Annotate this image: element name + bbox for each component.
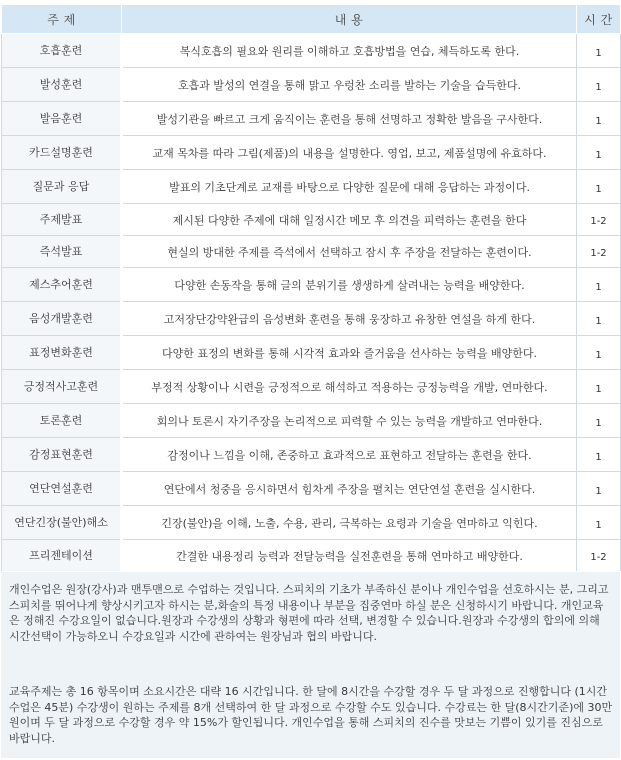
row-subject-text: 감정표현훈련	[29, 448, 93, 461]
row-content-text: 호흡과 발성의 연결을 통해 맑고 우렁찬 소리를 발하는 기술을 습득한다.	[177, 78, 522, 92]
row-subject	[2, 506, 122, 540]
row-hours	[577, 268, 621, 302]
row-subject	[2, 204, 122, 236]
row-hours-text: 1	[595, 184, 602, 195]
notes-paragraph-2: 교육주제는 총 16 항목이며 소요시간은 대략 16 시간입니다. 한 달에 8시간을 수강할 경우 두 달 과정으로 진행합니다 (1시간수업은 45분) 수강생이 원하는 주제를 8개 선택하여 한 달 과정으로 수강할 수도 있습니다. 수강료는 한 달(8시간기준)에 30만원이며 두 달 과정으로 수강할 경우 약 15%가 할인됩니다. 개인수업을 통해 스피치의 진수를 맛보는 기쁨이 있기를 진심으로 바랍니다.	[9, 685, 613, 745]
row-hours-text: 1	[595, 48, 602, 59]
row-hours	[577, 102, 621, 136]
header-subject: 주 제	[2, 5, 122, 34]
row-content-text: 고저장단강약완급의 음성변화 훈련을 통해 웅장하고 유창한 연설을 하게 한다.	[163, 312, 536, 326]
row-subject	[2, 236, 122, 268]
row-content-text: 다양한 표정의 변화를 통해 시각적 효과와 즐거움을 선사하는 능력을 배양한다.	[162, 346, 537, 360]
row-content	[122, 136, 577, 170]
row-hours	[577, 204, 621, 236]
table-row	[2, 170, 621, 204]
row-hours	[577, 540, 621, 572]
row-hours	[577, 236, 621, 268]
row-content	[122, 404, 577, 438]
row-hours-text: 1	[595, 116, 602, 127]
row-hours-text: 1	[595, 452, 602, 463]
row-subject-text: 프리젠테이션	[29, 549, 93, 562]
row-hours-text: 1	[595, 316, 602, 327]
row-content	[122, 102, 577, 136]
row-hours-text: 1	[595, 82, 602, 93]
row-subject-text: 토론훈련	[39, 414, 83, 427]
row-subject	[2, 404, 122, 438]
row-content-text: 연단에서 청중을 응시하면서 힘차게 주장을 펼치는 연단연설 훈련을 실시한다.	[163, 482, 536, 496]
row-hours	[577, 370, 621, 404]
row-hours	[577, 506, 621, 540]
table-row	[2, 204, 621, 236]
row-content	[122, 370, 577, 404]
row-subject-text: 연단연설훈련	[29, 482, 93, 495]
table-row	[2, 506, 621, 540]
row-subject-text: 긍정적사고훈련	[23, 380, 99, 393]
row-content-text: 부정적 상황이나 시련을 긍정적으로 해석하고 적용하는 긍정능력을 개발, 연마한다.	[151, 380, 548, 394]
row-content-text: 다양한 손동작을 통해 글의 분위기를 생생하게 살려내는 능력을 배양한다.	[174, 278, 525, 292]
row-content-text: 회의나 토론시 자기주장을 논리적으로 피력할 수 있는 능력을 개발하고 연마한다.	[156, 414, 543, 428]
row-subject	[2, 302, 122, 336]
row-hours	[577, 472, 621, 506]
table-row	[2, 540, 621, 572]
row-subject-text: 즉석발표	[39, 245, 83, 258]
curriculum-table	[1, 4, 621, 571]
row-content-text: 현실의 방대한 주제를 즉석에서 선택하고 잠시 후 주장을 전달하는 훈련이다.	[167, 245, 532, 259]
row-subject-text: 주제발표	[39, 213, 83, 226]
row-hours-text: 1-2	[590, 552, 607, 563]
header-hours: 시 간	[577, 5, 621, 34]
table-row	[2, 370, 621, 404]
row-content-text: 복식호흡의 필요와 원리를 이해하고 호흡방법을 연습, 체득하도록 한다.	[179, 44, 520, 58]
row-content-text: 제시된 다양한 주제에 대해 일정시간 메모 후 의견을 피력하는 훈련을 한다	[172, 213, 527, 227]
table-row	[2, 438, 621, 472]
row-content-text: 감정이나 느낌을 이해, 존중하고 효과적으로 표현하고 전달하는 훈련을 한다.	[167, 448, 532, 462]
row-hours	[577, 136, 621, 170]
row-subject-text: 질문과 응답	[32, 180, 90, 193]
table-row	[2, 68, 621, 102]
row-content	[122, 438, 577, 472]
table-header-row	[2, 5, 621, 34]
row-subject	[2, 438, 122, 472]
row-content	[122, 68, 577, 102]
table-row	[2, 102, 621, 136]
row-content-text: 발성기관을 빠르고 크게 움직이는 훈련을 통해 선명하고 정확한 발음을 구사한다.	[156, 112, 543, 126]
row-subject-text: 제스추어훈련	[29, 278, 93, 291]
row-subject-text: 발음훈련	[39, 112, 83, 125]
row-subject	[2, 472, 122, 506]
row-hours	[577, 302, 621, 336]
row-content-text: 발표의 기초단계로 교재를 바탕으로 다양한 질문에 대해 응답하는 과정이다.	[169, 180, 530, 194]
row-hours	[577, 170, 621, 204]
row-subject	[2, 68, 122, 102]
row-content	[122, 268, 577, 302]
row-content	[122, 170, 577, 204]
row-hours-text: 1	[595, 150, 602, 161]
row-subject	[2, 136, 122, 170]
table-row	[2, 136, 621, 170]
row-subject	[2, 102, 122, 136]
row-subject-text: 호흡훈련	[39, 44, 83, 57]
row-hours-text: 1-2	[590, 216, 607, 227]
row-content	[122, 506, 577, 540]
row-subject-text: 음성개발훈련	[29, 312, 93, 325]
row-hours-text: 1	[595, 418, 602, 429]
row-hours-text: 1	[595, 350, 602, 361]
row-content	[122, 34, 577, 68]
table-row	[2, 302, 621, 336]
table-row	[2, 404, 621, 438]
row-content-text: 긴장(불안)을 이해, 노출, 수용, 관리, 극복하는 요령과 기술을 연마하고 익힌다.	[161, 516, 538, 530]
row-content-text: 간결한 내용정리 능력과 전달능력을 실전훈련을 통해 연마하고 배양한다.	[176, 549, 523, 563]
row-subject	[2, 34, 122, 68]
row-hours	[577, 404, 621, 438]
row-hours-text: 1	[595, 282, 602, 293]
row-content	[122, 336, 577, 370]
row-subject-text: 발성훈련	[39, 78, 83, 91]
row-content	[122, 472, 577, 506]
notes-box	[1, 572, 620, 758]
row-content-text: 교재 목차를 따라 그림(제품)의 내용을 설명한다. 영업, 보고, 제품설명에 유효하다.	[152, 146, 547, 160]
row-content	[122, 204, 577, 236]
table-row	[2, 472, 621, 506]
table-row	[2, 236, 621, 268]
row-content	[122, 302, 577, 336]
row-hours	[577, 336, 621, 370]
row-subject-text: 표정변화훈련	[29, 346, 93, 359]
notes-paragraph-1: 개인수업은 원장(강사)과 맨투맨으로 수업하는 것입니다. 스피치의 기초가 부족하신 분이나 개인수업을 선호하시는 분, 그리고 스피치를 뛰어나게 향상시키고자 하시는 분,화술의 특정 내용이나 부분을 집중연마 하실 분은 신청하시기 바랍니다. 개인교육은 정해진 수강요일이 없습니다.원장과 수강생의 상황과 형편에 따라 선택, 변경할 수 있습니다.원장과 수강생의 합의에 의해 시간선택이 가능하오니 수강요일과 시간에 관하여는 원장님과 협의 바랍니다.	[9, 583, 609, 643]
row-hours-text: 1	[595, 486, 602, 497]
row-hours	[577, 68, 621, 102]
row-content	[122, 236, 577, 268]
row-hours	[577, 438, 621, 472]
table-row	[2, 34, 621, 68]
row-subject-text: 연단긴장(불안)해소	[14, 516, 108, 529]
row-subject-text: 카드설명훈련	[29, 146, 93, 159]
row-content	[122, 540, 577, 572]
row-hours-text: 1-2	[590, 248, 607, 259]
row-hours-text: 1	[595, 384, 602, 395]
row-subject	[2, 540, 122, 572]
row-subject	[2, 170, 122, 204]
row-hours-text: 1	[595, 520, 602, 531]
row-hours	[577, 34, 621, 68]
table-row	[2, 268, 621, 302]
header-content: 내 용	[122, 5, 577, 34]
row-subject	[2, 268, 122, 302]
row-subject	[2, 336, 122, 370]
row-subject	[2, 370, 122, 404]
table-row	[2, 336, 621, 370]
